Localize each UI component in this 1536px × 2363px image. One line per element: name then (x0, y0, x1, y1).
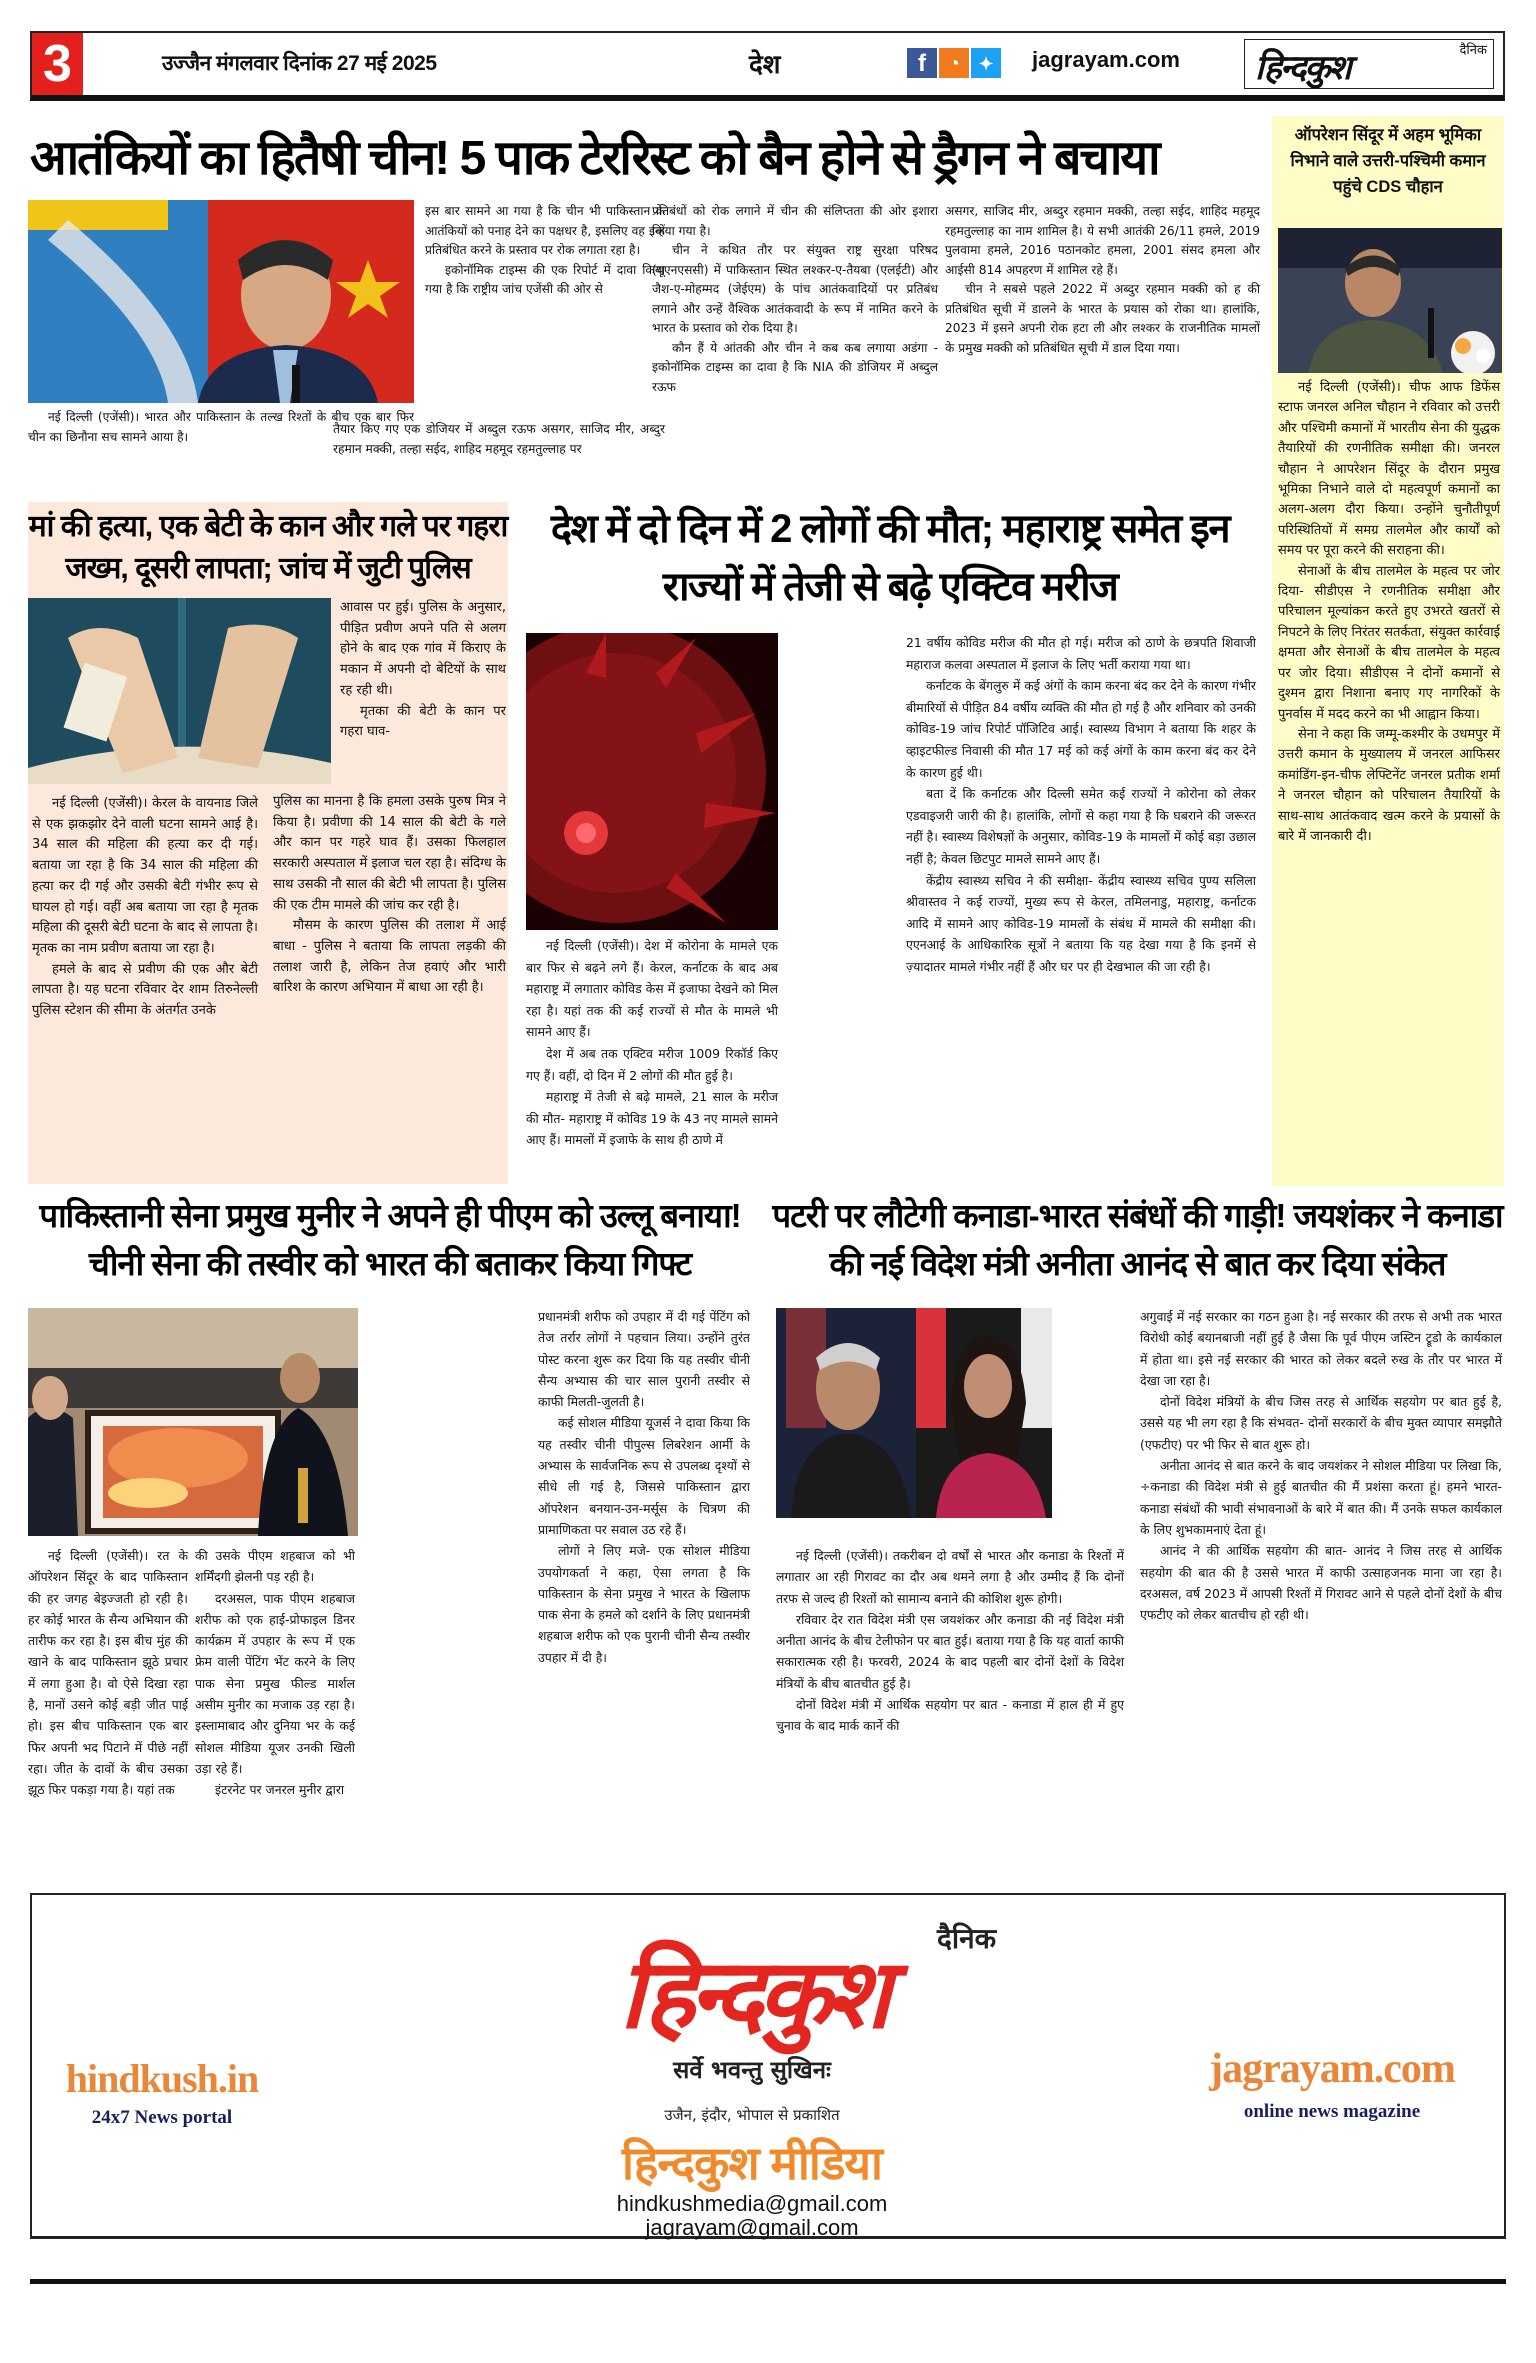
site-link[interactable]: jagrayam.com (1032, 47, 1180, 72)
facebook-icon[interactable]: f (907, 48, 937, 78)
paragraph: दोनों विदेश मंत्रियों के बीच जिस तरह से आर्थिक सहयोग पर बात हुई है, उससे यह भी लग रहा है कि संभवत- दोनों सरकारों के बीच मुक्त व्यापार समझौते (एफटीए) पर भी फिर से बात शुरू हो। (1140, 1394, 1502, 1452)
paragraph: प्रधानमंत्री शरीफ को उपहार में दी गई पेंटिंग को तेज तर्रार लोगों ने पहचान लिया। उन्होंने तुरंत पोस्ट करना शुरू कर दिया कि यह तस्वीर चीनी सैन्य अभ्यास की चार साल पुरानी तस्वीर से काफी मिलती-जुलती है। (538, 1309, 750, 1410)
paragraph: रविवार देर रात विदेश मंत्री एस जयशंकर और कनाडा की नई विदेश मंत्री अनीता आनंद के बीच टेलीफोन पर बात हुई। बताया गया है कि यह वार्ता काफी सकारात्मक रही है। फरवरी, 2024 के बाद पहली बार दोनों देशों के विदेश मंत्रियों के बीच बातचीत हुई है। (776, 1611, 1124, 1691)
paragraph: अनीता आनंद से बात करने के बाद जयशंकर ने सोशल मीडिया पर लिखा कि, ÷कनाडा की विदेश मंत्री से हुई बातचीत की मैं प्रशंसा करता हूं। हमने भारत-कनाडा संबंधों की भावी संभावनाओं के बारे में बात की। मैं उनके सफल कार्यकाल के लिए शुभकामनाएं देता हूं। (1140, 1458, 1502, 1537)
page-number: 3 (32, 33, 83, 95)
logo-name: हिन्दकुश (1255, 48, 1350, 88)
paragraph: इकोनॉमिक टाइम्स की एक रिपोर्ट में दावा किया गया है कि राष्ट्रीय जांच एजेंसी की ओर से (425, 262, 665, 296)
ad-right-site[interactable]: jagrayam.com (1209, 2046, 1455, 2092)
story1-column-4 (945, 202, 1260, 358)
story2-body (28, 594, 508, 1184)
ad-email-2[interactable]: jagrayam@gmail.com (645, 2215, 859, 2240)
story2-photo (28, 598, 331, 784)
logo-dainik: दैनिक (1459, 43, 1487, 58)
ad-published-from: उजैन, इंदौर, भोपाल से प्रकाशित (664, 2106, 840, 2124)
paragraph: कई सोशल मीडिया यूजर्स ने दावा किया कि यह तस्वीर चीनी पीपुल्स लिबरेशन आर्मी के अभ्यास के सार्वजनिक रूप से उपलब्ध दृश्यों से सीधे ली गई है, जिससे पाकिस्तान द्वारा ऑपरेशन बनयान-उन-मर्सूस के चित्रण की प्रामाणिकता पर सवाल उठ रहे हैं। (538, 1415, 750, 1537)
story2-column-1 (32, 794, 258, 1022)
ad-dainik: दैनिक (937, 1922, 997, 1955)
sidebar-story (1272, 116, 1504, 1186)
sidebar-photo (1278, 228, 1502, 373)
section-label: देश (749, 50, 781, 80)
paragraph: अगुवाई में नई सरकार का गठन हुआ है। नई सरकार की तरफ से अभी तक भारत विरोधी कोई बयानबाजी नहीं हुई है जैसा कि पूर्व पीएम जस्टिन ट्रूडो के कार्यकाल में होता था। इसे नई सरकार की भारत को लेकर बदले रुख के तौर पर भारत में देखा जा रहा है। (1140, 1309, 1502, 1388)
ad-left-tagline: 24x7 News portal (91, 2107, 233, 2128)
masthead-logo (1244, 39, 1494, 89)
paragraph: की उसके पीएम शहबाज को भी शर्मिंदगी झेलनी पड़ रही है। (195, 1548, 355, 1585)
paragraph: पुलिस का मानना है कि हमला उसके पुरुष मित्र ने किया है। प्रवीणा की 14 साल की बेटी के गले और कान पर गहरे घाव हैं। उसका फिलहाल सरकारी अस्पताल में इलाज चल रहा है। संदिग्ध के साथ उसकी नौ साल की बेटी भी लापता है। पुलिस की एक टीम मामले की जांच कर रही है। (273, 794, 506, 913)
story4-column-1 (28, 1545, 188, 1801)
paragraph: तैयार किए गए एक डोजियर में अब्दुल रऊफ असगर, साजिद मीर, अब्दुर रहमान मक्की, तल्हा सईद, शाहिद महमूद रहमतुल्लाह पर (333, 422, 665, 456)
paragraph: इंटरनेट पर जनरल मुनीर द्वारा (215, 1782, 345, 1798)
ad-left-site[interactable]: hindkush.in (65, 2056, 259, 2101)
sidebar-body (1278, 378, 1500, 847)
paragraph: बता दें कि कर्नाटक और दिल्ली समेत कई राज्यों ने कोरोना को लेकर एडवाइजरी जारी की है। हालांकि, लोगों से कहा गया है कि घबराने की जरूरत नहीं है। स्वास्थ्य विशेषज्ञों के अनुसार, कोविड-19 के मामलों में कोई बड़ा उछाल नहीं है; केवल छिटपुट मामले सामने आए हैं। (906, 786, 1256, 866)
paragraph: आवास पर हुई। पुलिस के अनुसार, पीड़ित प्रवीण अपने पति से अलग होने के बाद एक गांव में किराए के मकान में अपनी दो बेटियों के साथ रह रही थी। (340, 600, 506, 698)
paragraph: मौसम के कारण पुलिस की तलाश में आई बाधा - पुलिस ने बताया कि लापता लड़की की तलाश जारी है, लेकिन तेज हवाएं और भारी बारिश के कारण अभियान में बाधा आ रही है। (273, 918, 506, 996)
paragraph: केंद्रीय स्वास्थ्य सचिव ने की समीक्षा- केंद्रीय स्वास्थ्य सचिव पुण्य सलिला श्रीवास्तव ने कई राज्यों, मुख्य रूप से केरल, तमिलनाडु, महाराष्ट्र, कर्नाटक आदि में सामने आए कोविड-19 मामलों के संबंध में मामले की समीक्षा की। एएनआई के आधिकारिक सूत्रों ने बताया कि यह देखा गया है कि इनमें से ज़्यादातर मामले गंभीर नहीं हैं और घर पर ही देखभाल की जा रही है। (906, 872, 1256, 974)
story2-column-2-bottom (273, 792, 506, 999)
paragraph: 21 वर्षीय कोविड मरीज की मौत हो गई। मरीज को ठाणे के छत्रपति शिवाजी महाराज कलवा अस्पताल में इलाज के लिए भर्ती कराया गया था। (906, 635, 1256, 672)
story4-column-2 (195, 1545, 355, 1801)
story1-column-3 (652, 202, 938, 397)
paragraph: सेना ने कहा कि जम्मू-कश्मीर के उधमपुर में उत्तरी कमान के मुख्यालय में जनरल आफिसर कमांडिंग-इन-चीफ लेफ्टिनेंट जनरल प्रतीक शर्मा ने जनरल चौहान को परिचालन तैयारियों के साथ-साथ आतंकवाद खत्म करने के प्रयासों के बारे में जानकारी दी। (1278, 726, 1500, 844)
story4-photo (28, 1308, 358, 1536)
story4-headline: पाकिस्तानी सेना प्रमुख मुनीर ने अपने ही पीएम को उल्लू बनाया! चीनी सेना की तस्वीर को भारत की बताकर किया गिफ्ट (39, 1197, 741, 1282)
ad-motto: सर्वे भवन्तु सुखिनः (673, 2056, 831, 2084)
paragraph: नई दिल्ली (एजेंसी)। भारत और पाकिस्तान के तल्ख रिश्तों के बीच एक बार फिर चीन का छिनौना सच सामने आया है। (28, 410, 414, 444)
twitter-icon[interactable]: ✦ (971, 48, 1001, 78)
paragraph: नई दिल्ली (एजेंसी)। चीफ आफ डिफेंस स्टाफ जनरल अनिल चौहान ने रविवार को उत्तरी और पश्चिमी कमानों में भारतीय सेना की युद्धक तैयारियों की रणनीतिक समीक्षा की। जनरल चौहान ने आपरेशन सिंदूर के दौरान प्रमुख भूमिका निभाने वाले दो महत्वपूर्ण कमानों का अलग-अलग दौरा किया। उन्होंने चुनौतीपूर्ण परिस्थितियों में समग्र तालमेल और कार्यों को समय पर पूरा करने की सराहना की। (1278, 380, 1500, 559)
dateline: उज्जैन मंगलवार दिनांक 27 मई 2025 (162, 52, 437, 75)
story2-column-2-top (340, 598, 506, 743)
paragraph: हमले के बाद से प्रवीण की एक और बेटी लापता है। यह घटना रविवार देर शाम तिरुनेल्ली पुलिस स्टेशन की सीमा के अंतर्गत उनके (32, 961, 258, 1019)
story5-headline: पटरी पर लौटेगी कनाडा-भारत संबंधों की गाड़ी! जयशंकर ने कनाडा की नई विदेश मंत्री अनीता आनंद से बात कर दिया संकेत (772, 1197, 1503, 1282)
paragraph: चीन ने कथित तौर पर संयुक्त राष्ट्र सुरक्षा परिषद (यूएनएससी) में पाकिस्तान स्थित लश्कर-ए-तैयबा (एलईटी) और जैश-ए-मोहम्मद (जेईएम) के पांच आतंकवादियों पर प्रतिबंध लगाने और उन्हें वैश्विक आतंकवादी के रूप में नामित करने के भारत के प्रस्ताव को रोक दिया है। (652, 243, 938, 335)
paragraph: देश में अब तक एक्टिव मरीज 1009 रिकॉर्ड किए गए हैं। वहीं, दो दिन में 2 लोगों की मौत हुई है। (526, 1045, 778, 1083)
paragraph: असगर, साजिद मीर, अब्दुर रहमान मक्की, तल्हा सईद, शाहिद महमूद रहमतुल्लाह का नाम शामिल है। ये सभी आतंकी 26/11 हमले, 2019 पुलवामा हमले, 2016 पठानकोट हमला, 2001 संसद हमला और आईसी 814 अपहरण में शामिल रहे हैं। (945, 204, 1260, 277)
paragraph: इस बार सामने आ गया है कि चीन भी पाकिस्तान के आतंकियों को पनाह देने का पक्षधर है, इसलिए वह इन्हें प्रतिबंधित करने के प्रस्ताव पर रोक लगाता रहा है। (425, 204, 665, 257)
paragraph: प्रतिबंधों को रोक लगाने में चीन की संलिप्तता की ओर इशारा किया गया है। (652, 204, 938, 238)
story3-headline: देश में दो दिन में 2 लोगों की मौत; महाराष्ट्र समेत इन राज्यों में तेजी से बढ़े एक्टिव मरीज (550, 507, 1230, 609)
story1-column-2-top (425, 202, 665, 300)
rss-icon[interactable]: ◔ (939, 48, 969, 78)
story1-column-2-bottom (333, 420, 665, 459)
story5-column-2 (1140, 1306, 1502, 1625)
paragraph: नई दिल्ली (एजेंसी)। देश में कोरोना के मामले एक बार फिर से बढ़ने लगे हैं। केरल, कर्नाटक के बाद अब महाराष्ट्र में लगातार कोविड केस में इजाफा देखने को मिल रहा है। यहां तक की कई राज्यों से मौत के मामले भी सामने आए हैं। (526, 938, 778, 1040)
paragraph: आनंद ने की आर्थिक सहयोग की बात- आनंद ने जिस तरह से आर्थिक सहयोग की बात की है उससे भारत में काफी उत्साहजनक माना जा रहा है। दरअसल, वर्ष 2023 में आपसी रिश्तों में गिरावट आने से पहले दोनों देशों के बीच एफटीए को लेकर बातचीच हो रही थी। (1140, 1543, 1502, 1623)
story5-photo (776, 1308, 1052, 1518)
story3-photo (526, 633, 778, 930)
ad-email-1[interactable]: hindkushmedia@gmail.com (616, 2191, 888, 2216)
ad-right-tagline: online news magazine (1243, 2101, 1421, 2122)
ad-media-name: हिन्दकुश मीडिया (622, 2137, 882, 2189)
paragraph: नई दिल्ली (एजेंसी)। केरल के वायनाड जिले से एक झकझोर देने वाली घटना सामने आई है। 34 साल की महिला की हत्या कर दी गई। बताया जा रहा है कि 34 साल की महिला की हत्या कर दी गई और उसकी बेटी गंभीर रूप से घायल हो गई। वहीं अब बताया जा रहा है मृतक महिला की दूसरी बेटी घटना के बाद से लापता है। मृतक का नाम प्रवीण बताया जा रहा है। (32, 796, 258, 956)
paragraph: नई दिल्ली (एजेंसी)। तकरीबन दो वर्षों से भारत और कनाडा के रिश्तों में लगातार आ रही गिरावट का दौर अब थमने लगा है और उम्मीद हैं कि दोनों तरफ से जल्द ही रिश्तों को सामान्य बनाने की कोशिश शुरू होगी। (776, 1548, 1124, 1606)
paragraph: नई दिल्ली (एजेंसी)। रत के ऑपरेशन सिंदूर के बाद पाकिस्तान की हर जगह बेइज्जती हो रही है। हर कोई भारत के सैन्य अभियान की तारीफ कर रहा है। इस बीच मुंह की खाने के बाद पाकिस्तान झूठे प्रचार में लगा हुआ है। वो ऐसे दिखा रहा है, मानों उसने कोई बड़ी जीत पाई हो। इस बीच पाकिस्तान एक बार फिर अपनी भद पिटाने में पीछे नहीं रहा। जीत के दावों के बीच उसका झूठ फिर पकड़ा गया है। यहां तक (28, 1548, 188, 1798)
paragraph: चीन ने सबसे पहले 2022 में अब्दुर रहमान मक्की को ह की प्रतिबंधित सूची में डालने के भारत के प्रयास को रोका था। हालांकि, 2023 में इसने अपनी रोक हटा ली और लश्कर के राजनीतिक मामलों के प्रमुख मक्की को प्रतिबंधित सूची में डाल दिया गया। (945, 282, 1260, 355)
story1-headline: आतंकियों का हितैषी चीन! 5 पाक टेररिस्ट को बैन होने से ड्रैगन ने बचाया (30, 132, 1159, 185)
paragraph: महाराष्ट्र में तेजी से बढ़े मामले, 21 साल के मरीज की मौत- महाराष्ट्र में कोविड 19 के 43 नए मामले सामने आए हैं। मामलों में इजाफे के साथ ही ठाणे में (526, 1089, 778, 1148)
story5-column-1 (776, 1545, 1124, 1737)
paragraph: दोनों विदेश मंत्री में आर्थिक सहयोग पर बात - कनाडा में हाल ही में हुए चुनाव के बाद मार्क कार्ने की (776, 1697, 1124, 1734)
paragraph: सेनाओं के बीच तालमेल के महत्व पर जोर दिया- सीडीएस ने रणनीतिक समीक्षा और परिचालन मूल्यांकन करते हुए उभरते खतरों से निपटने के लिए निरंतर सतर्कता, संयुक्त कार्रवाई क्षमता और सेनाओं के बीच तालमेल के महत्व पर जोर दिया। सीडीएस ने दोनों कमानों से दुश्मन द्वारा निशाना बनाए गए नागरिकों के पुनर्वास में मदद करने का भी आह्वान किया। (1278, 563, 1500, 722)
ad-logo: हिन्दकुश (619, 1937, 885, 2050)
paragraph: दरअसल, पाक पीएम शहबाज शरीफ को एक हाई-प्रोफाइल डिनर कार्यक्रम में उपहार के रूप में एक फ्रेम वाली पेंटिंग भेंट करने के लिए पाक सेना प्रमुख फील्ड मार्शल असीम मुनीर का मजाक उड़ रहा है। इस्लामाबाद और दुनिया भर के कई सोशल मीडिया यूजर उनकी खिली उड़ा रहे हैं। (195, 1590, 355, 1776)
masthead (30, 31, 1505, 101)
paragraph: मृतका की बेटी के कान पर गहरा घाव- (340, 703, 506, 740)
paragraph: कर्नाटक के बेंगलुरु में कई अंगों के काम करना बंद कर देने के कारण गंभीर बीमारियों से पीड़ित 84 वर्षीय व्यक्ति की मौत हो गई है और शनिवार को उनकी कोविड-19 जांच रिपोर्ट पॉजिटिव आई। स्वास्थ्य विभाग ने बताया कि शहर के व्हाइटफील्ड निवासी की मौत 17 मई को कई अंगों के काम करना बंद कर देने के कारण हुई थी। (906, 678, 1256, 780)
paragraph: कौन हैं ये आंतकी और चीन ने कब कब लगाया अडंगा - इकोनॉमिक टाइम्स का दावा है कि NIA की डोजियर में अब्दुल रऊफ (652, 340, 938, 394)
story2-headline-box (28, 502, 508, 594)
paragraph: लोगों ने लिए मजे- एक सोशल मीडिया उपयोगकर्ता ने कहा, ऐसा लगता है कि पाकिस्तान के सेना प्रमुख ने भारत के खिलाफ पाक सेना के हमले को दर्शाने के लिए प्रधानमंत्री शहबाज शरीफ को एक पुरानी चीनी सैन्य तस्वीर उपहार में दी है। (538, 1543, 750, 1665)
advertisement (30, 1893, 1506, 2239)
story3-column-1 (526, 935, 778, 1151)
sidebar-headline: ऑपरेशन सिंदूर में अहम भूमिका निभाने वाले उत्तरी-पश्चिमी कमान पहुंचे CDS चौहान (1290, 126, 1486, 196)
story1-photo (28, 200, 414, 403)
story4-column-3 (538, 1306, 750, 1668)
social-icons (907, 48, 1001, 78)
story3-column-2 (906, 632, 1256, 978)
bottom-rule (30, 2279, 1506, 2284)
story2-headline: मां की हत्या, एक बेटी के कान और गले पर गहरा जख्म, दूसरी लापता; जांच में जुटी पुलिस (28, 510, 508, 585)
